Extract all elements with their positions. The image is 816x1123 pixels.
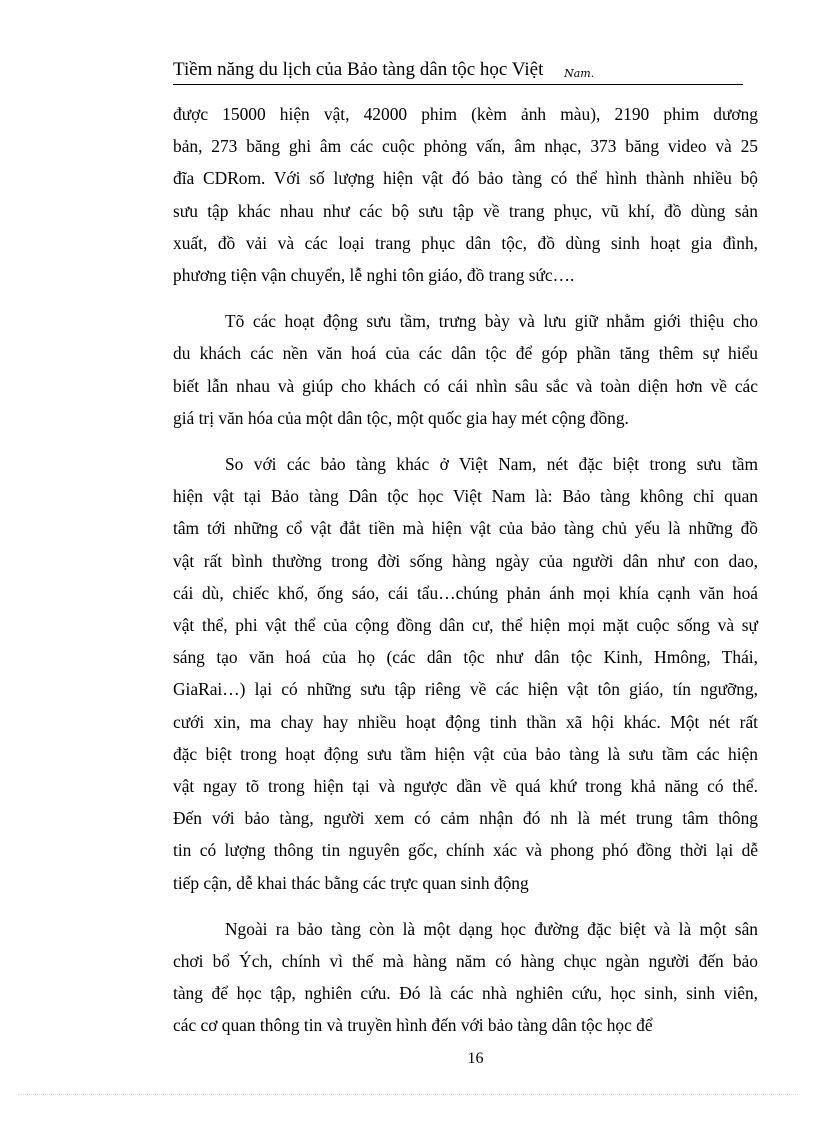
text-line: Tõ các hoạt động sưu tầm, trưng bày và lưu giữ nhằm giới thiệu cho (225, 311, 758, 332)
text-line: vật ngay tõ trong hiện tại và ngược dần về quá khứ trong khả năng có thể. (173, 776, 758, 797)
text-line: tiếp cận, dễ khai thác bằng các trực quan sinh động (173, 872, 529, 893)
header-handwritten-suffix: Nam. (564, 67, 595, 80)
text-line: Đến với bảo tàng, người xem có cảm nhận đó nh là mét trung tâm thông (173, 808, 758, 829)
page-header (173, 56, 743, 85)
paragraph-3 (173, 448, 758, 899)
text-line: hiện vật tại Bảo tàng Dân tộc học Việt Nam là: Bảo tàng không chỉ quan (173, 486, 758, 507)
text-line: xuất, đồ vải và các loại trang phục dân tộc, đồ dùng sinh hoạt gia đình, (173, 232, 758, 253)
text-line: cưới xin, ma chay hay nhiều hoạt động tinh thần xã hội khác. Một nét rất (173, 711, 758, 732)
footer-divider (18, 1094, 798, 1095)
paragraph-4 (173, 913, 758, 1042)
text-line: các cơ quan thông tin và truyền hình đến với bảo tàng dân tộc học để (173, 1015, 653, 1036)
text-line: cái dù, chiếc khố, ống sáo, cái tẩu…chúng phản ánh mọi khía cạnh văn hoá (173, 582, 758, 603)
text-line: bản, 273 băng ghi âm các cuộc phỏng vấn, âm nhạc, 373 băng video và 25 (173, 136, 758, 157)
text-line: So với các bảo tàng khác ở Việt Nam, nét đặc biệt trong sưu tầm (225, 454, 758, 475)
text-line: du khách các nền văn hoá của các dân tộc để góp phần tăng thêm sự hiểu (173, 343, 758, 364)
text-line: giá trị văn hóa của một dân tộc, một quốc gia hay mét cộng đồng. (173, 407, 629, 428)
text-line: chơi bổ Ých, chính vì thế mà hàng năm có hàng chục ngàn người đến bảo (173, 951, 758, 972)
text-line: đĩa CDRom. Với số lượng hiện vật đó bảo tàng có thể hình thành nhiều bộ (173, 168, 758, 189)
text-line: vật rất bình thường trong đời sống hàng ngày của người dân như con dao, (173, 550, 758, 571)
page-number: 16 (467, 1050, 484, 1067)
text-line: sáng tạo văn hoá của họ (các dân tộc như dân tộc Kinh, Hmông, Thái, (173, 647, 758, 668)
text-line: Ngoài ra bảo tàng còn là một dạng học đường đặc biệt và là một sân (225, 918, 758, 939)
text-line: sưu tập khác nhau như các bộ sưu tập về trang phục, vũ khí, đồ dùng sản (173, 200, 758, 221)
text-line: GiaRai…) lại có những sưu tập riêng về các hiện vật tôn giáo, tín ngưỡng, (173, 679, 758, 700)
header-title: Tiềm năng du lịch của Bảo tàng dân tộc học Việt (173, 59, 544, 80)
text-line: tàng để học tập, nghiên cứu. Đó là các nhà nghiên cứu, học sinh, sinh viên, (173, 983, 758, 1004)
text-line: biết lẫn nhau và giúp cho khách có cái nhìn sâu sắc và toàn diện hơn về các (173, 375, 758, 396)
text-line: đặc biệt trong hoạt động sưu tầm hiện vật của bảo tàng là sưu tầm các hiện (173, 743, 758, 764)
paragraph-2 (173, 305, 758, 434)
text-line: tâm tới những cổ vật đắt tiền mà hiện vật của bảo tàng chủ yếu là những đồ (173, 518, 758, 539)
body-text (173, 98, 758, 1056)
text-line: phương tiện vận chuyển, lễ nghi tôn giáo, đồ trang sức…. (173, 265, 575, 286)
paragraph-1 (173, 98, 758, 291)
text-line: vật thể, phi vật thể của cộng đồng dân cư, thể hiện mọi mặt cuộc sống và sự (173, 615, 758, 636)
text-line: được 15000 hiện vật, 42000 phim (kèm ảnh màu), 2190 phim dương (173, 104, 758, 124)
text-line: tin có lượng thông tin nguyên gốc, chính xác và phong phó đồng thời lại dễ (173, 840, 758, 861)
